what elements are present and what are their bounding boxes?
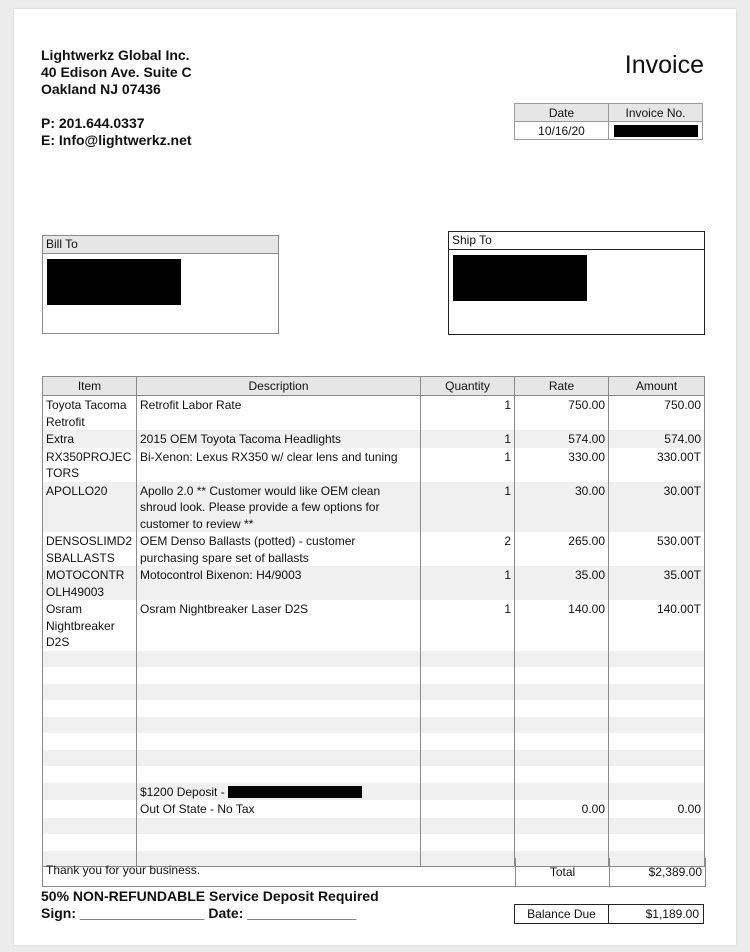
header-item: Item	[43, 377, 137, 396]
deposit-requirement: 50% NON-REFUNDABLE Service Deposit Required	[41, 888, 379, 904]
invoice-title: Invoice	[624, 51, 704, 79]
row-description: Retrofit Labor Rate	[137, 396, 421, 431]
tax-description: Out Of State - No Tax	[137, 800, 421, 818]
redacted-invoice-number	[614, 125, 698, 137]
empty-row	[43, 766, 705, 783]
redacted-deposit-info	[228, 786, 362, 798]
row-amount: 530.00T	[609, 532, 705, 566]
row-item: RX350PROJECTORS	[43, 448, 137, 482]
company-name: Lightwerkz Global Inc.	[41, 47, 190, 63]
redacted-ship-to-address	[453, 255, 587, 301]
row-quantity: 1	[421, 482, 515, 533]
header-description: Description	[137, 377, 421, 396]
line-items-table	[42, 376, 705, 867]
deposit-description	[137, 783, 421, 801]
table-row	[43, 448, 705, 482]
row-description: Bi-Xenon: Lexus RX350 w/ clear lens and tuning	[137, 448, 421, 482]
invoice-number	[609, 122, 703, 140]
empty-row	[43, 667, 705, 684]
ship-to-box	[448, 231, 705, 335]
row-quantity: 1	[421, 566, 515, 600]
empty-row	[43, 733, 705, 750]
contact-block	[41, 115, 192, 149]
row-rate: 30.00	[515, 482, 609, 533]
header-quantity: Quantity	[421, 377, 515, 396]
company-address-line1: 40 Edison Ave. Suite C	[41, 64, 192, 80]
row-description: Motocontrol Bixenon: H4/9003	[137, 566, 421, 600]
redacted-bill-to-address	[47, 259, 181, 305]
empty-row	[43, 717, 705, 733]
table-header-row	[43, 377, 705, 396]
row-description: Apollo 2.0 ** Customer would like OEM clean shroud look. Please provide a few options for customer to review **	[137, 482, 421, 533]
row-rate: 140.00	[515, 600, 609, 651]
row-rate: 574.00	[515, 430, 609, 448]
company-address-line2: Oakland NJ 07436	[41, 81, 161, 97]
row-amount: 30.00T	[609, 482, 705, 533]
row-quantity: 1	[421, 448, 515, 482]
balance-due-label: Balance Due	[515, 905, 609, 923]
thank-you-note: Thank you for your business.	[46, 863, 201, 877]
row-item: DENSOSLIMD2SBALLASTS	[43, 532, 137, 566]
tax-amount: 0.00	[609, 800, 705, 818]
invoice-date: 10/16/20	[515, 122, 609, 140]
row-description: Osram Nightbreaker Laser D2S	[137, 600, 421, 651]
header-rate: Rate	[515, 377, 609, 396]
table-row	[43, 600, 705, 651]
tax-row	[43, 800, 705, 818]
row-rate: 265.00	[515, 532, 609, 566]
row-description: 2015 OEM Toyota Tacoma Headlights	[137, 430, 421, 448]
row-description: OEM Denso Ballasts (potted) - customer purchasing spare set of ballasts	[137, 532, 421, 566]
row-amount: 35.00T	[609, 566, 705, 600]
company-email: E: Info@lightwerkz.net	[41, 132, 192, 148]
company-block	[41, 47, 192, 98]
header-amount: Amount	[609, 377, 705, 396]
empty-row	[43, 750, 705, 766]
row-quantity: 1	[421, 396, 515, 431]
deposit-row	[43, 783, 705, 801]
row-quantity: 1	[421, 430, 515, 448]
row-item: MOTOCONTROLH49003	[43, 566, 137, 600]
row-item: Extra	[43, 430, 137, 448]
table-row	[43, 482, 705, 533]
empty-row	[43, 651, 705, 667]
total-value: $2,389.00	[648, 865, 702, 879]
totals-footer	[42, 858, 706, 887]
table-row	[43, 396, 705, 431]
row-amount: 140.00T	[609, 600, 705, 651]
row-quantity: 1	[421, 600, 515, 651]
balance-due-box	[514, 904, 704, 924]
balance-due-value: $1,189.00	[645, 907, 699, 921]
table-row	[43, 532, 705, 566]
row-rate: 35.00	[515, 566, 609, 600]
row-item: Toyota Tacoma Retrofit	[43, 396, 137, 431]
invoice-no-header: Invoice No.	[609, 104, 703, 122]
tax-rate: 0.00	[515, 800, 609, 818]
bill-to-label: Bill To	[43, 236, 278, 254]
row-amount: 750.00	[609, 396, 705, 431]
signature-line: Sign: ________________ Date: ______________	[41, 905, 357, 921]
row-quantity: 2	[421, 532, 515, 566]
date-header: Date	[515, 104, 609, 122]
empty-row	[43, 700, 705, 717]
bill-to-box	[42, 235, 279, 334]
row-amount: 330.00T	[609, 448, 705, 482]
row-rate: 750.00	[515, 396, 609, 431]
table-row	[43, 430, 705, 448]
row-item: Osram Nightbreaker D2S	[43, 600, 137, 651]
table-row	[43, 566, 705, 600]
empty-row	[43, 818, 705, 834]
invoice-meta-table	[514, 103, 703, 140]
deposit-notice	[41, 888, 379, 922]
deposit-label: $1200 Deposit -	[140, 784, 225, 799]
invoice-page	[14, 9, 736, 945]
row-rate: 330.00	[515, 448, 609, 482]
row-amount: 574.00	[609, 430, 705, 448]
company-phone: P: 201.644.0337	[41, 115, 145, 131]
empty-row	[43, 684, 705, 700]
ship-to-label: Ship To	[449, 232, 704, 250]
row-item: APOLLO20	[43, 482, 137, 533]
total-label: Total	[515, 858, 610, 886]
empty-row	[43, 834, 705, 851]
